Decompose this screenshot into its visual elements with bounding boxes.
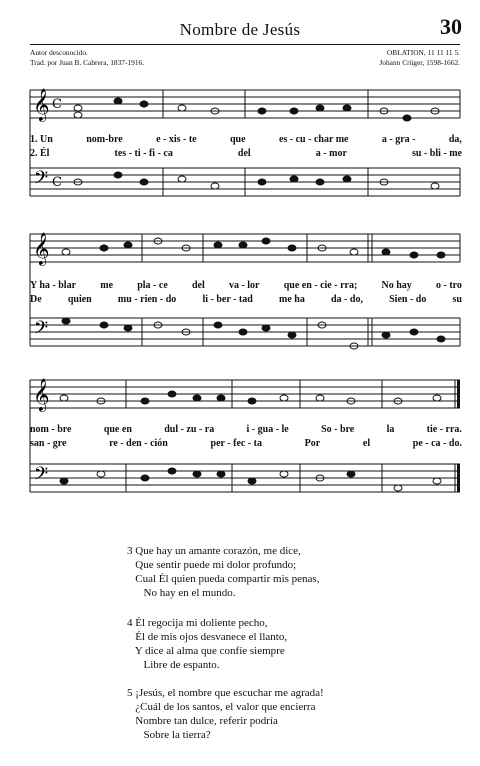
bass-clef-icon: 𝄢 bbox=[34, 318, 49, 343]
svg-text:C: C bbox=[52, 175, 62, 190]
author-credit: Autor desconocido. bbox=[30, 48, 88, 57]
hymn-title: Nombre de Jesús bbox=[179, 20, 301, 39]
lyrics-system-2-verse-2: De quien mu - rien - do li - ber - tad me ha da - do, Sien - do su bbox=[30, 294, 462, 305]
header-rule bbox=[30, 44, 460, 45]
treble-clef-icon: 𝄞 bbox=[33, 378, 50, 411]
bass-clef-icon: 𝄢 bbox=[34, 464, 49, 489]
lyrics-system-2-verse-1: Y ha - blar me pla - ce del va - lor que en - cie - rra; No hay o - tro bbox=[30, 280, 462, 291]
treble-clef-icon: 𝄞 bbox=[33, 88, 50, 121]
svg-text:C: C bbox=[52, 97, 62, 112]
stanza-3: 3 Que hay un amante corazón, me dice, Que sentir puede mi dolor profundo; Cual Él quien pueda compartir mis penas, No hay en el mundo. bbox=[127, 545, 320, 599]
translator-credit: Trad. por Juan B. Cabrera, 1837-1916. bbox=[30, 58, 145, 67]
hymn-number: 30 bbox=[440, 14, 462, 39]
bass-clef-icon: 𝄢 bbox=[34, 168, 49, 193]
stanza-5: 5 ¡Jesús, el nombre que escuchar me agrada! ¿Cuál de los santos, el valor que encierra Nombre tan dulce, referir podría Sobre la tierra? bbox=[127, 687, 324, 741]
composer-credit: Johann Crüger, 1598-1662. bbox=[379, 58, 460, 67]
lyrics-system-1-verse-2: 2. Él tes - ti - fi - ca del a - mor su - bli - me bbox=[30, 148, 462, 159]
text-credits bbox=[30, 48, 144, 68]
lyrics-system-3-verse-2: san - gre re - den - ción per - fec - ta Por el pe - ca - do. bbox=[30, 438, 462, 449]
music-system-3 bbox=[0, 368, 480, 502]
tune-credit: OBLATION, 11 11 11 5. bbox=[386, 48, 460, 57]
treble-clef-icon: 𝄞 bbox=[33, 232, 50, 265]
music-credits bbox=[379, 48, 460, 68]
lyrics-system-1-verse-1: 1. Un nom-bre e - xis - te que es - cu - char me a - gra - da, bbox=[30, 134, 462, 145]
music-system-1 bbox=[0, 78, 480, 212]
lyrics-system-3-verse-1: nom - bre que en dul - zu - ra i - gua - le So - bre la tie - rra. bbox=[30, 424, 462, 435]
stanza-4: 4 Él regocija mi doliente pecho, Él de mis ojos desvanece el llanto, Y dice al alma que confíe siempre Libre de espanto. bbox=[127, 617, 288, 671]
